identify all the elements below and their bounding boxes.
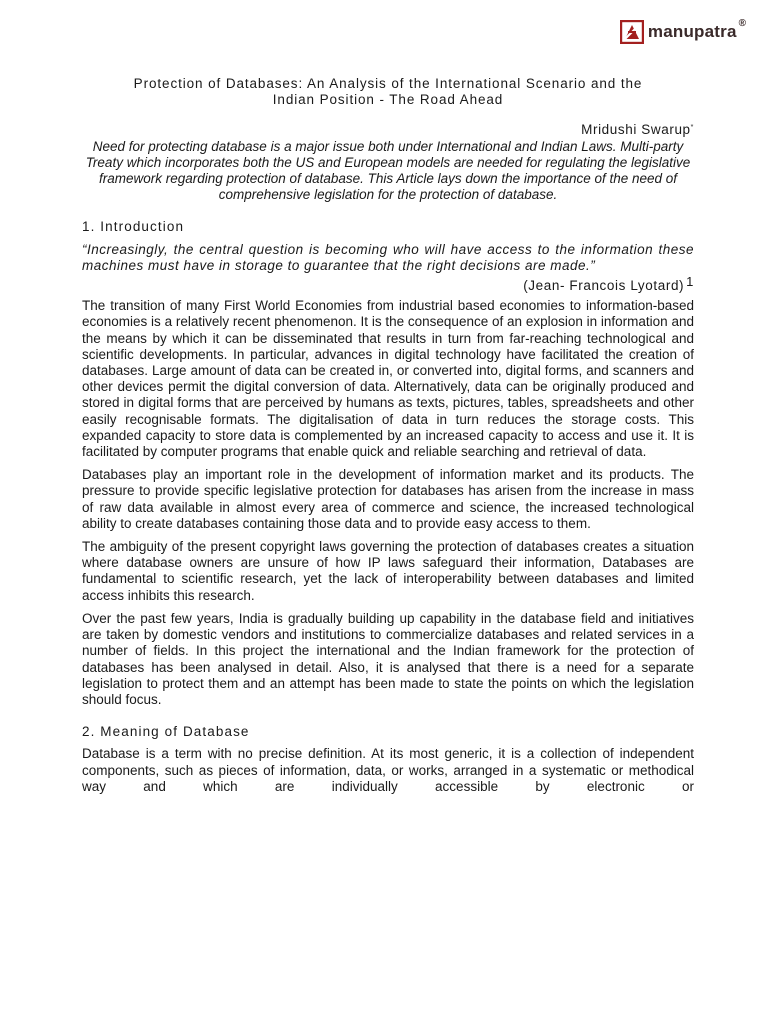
intro-paragraph-1: The transition of many First World Economies from industrial based economies to information-based economies is a relatively recent phenomenon. It is the consequence of an explosion in information and the means by which it can be disseminated that results in turn from far-reaching technological and scientific developments. In particular, advances in digital technology have facilitated the creation of databases. Large amount of data can be created in, or converted into, digital forms, and scanners and other devices permit the digital conversion of data. Alternatively, data can be originally produced and stored in digital forms that are perceived by humans as texts, pictures, tables, spreadsheets and other easily recognisable formats. The digitalisation of data in turn reduces the storage costs. This expanded capacity to store data is complemented by an increased capacity to access and use it. It is facilitated by computer programs that enable quick and reliable searching and retrieval of data. xyxy=(82,298,694,460)
section-2-heading: 2. Meaning of Database xyxy=(82,724,250,740)
manupatra-logo-icon xyxy=(620,20,644,44)
author-footnote-mark: * xyxy=(690,124,694,132)
logo-text: manupatra xyxy=(647,22,737,41)
intro-paragraph-3: The ambiguity of the present copyright laws governing the protection of databases creates a situation where database owners are unsure of how IP laws safeguard their information, Databases are fundamental to scientific research, yet the lack of interoperability between databases and limited access inhibits this research. xyxy=(82,539,694,603)
intro-paragraph-2: Databases play an important role in the development of information market and its products. The pressure to provide specific legislative protection for databases has arisen from the increase in mass of raw data available in almost every area of commerce and science, the increased technological ability to create databases containing those data and to provide easy access to them. xyxy=(82,467,694,531)
section-1-heading: 1. Introduction xyxy=(82,219,185,235)
abstract: Need for protecting database is a major issue both under International and Indian Laws. Multi-party Treaty which incorporates both the US and European models are needed for regulating the legislative framework regarding protection of database. This Article lays down the importance of the need of comprehensive legislation for the protection of database. xyxy=(85,138,691,203)
author-name: Mridushi Swarup xyxy=(581,122,691,138)
title-line-1: Protection of Databases: An Analysis of the International Scenario and the xyxy=(133,76,643,91)
intro-paragraph-4: Over the past few years, India is gradually building up capability in the database field and initiatives are taken by domestic vendors and institutions to commercialize databases and related services in a number of fields. In this project the international and the Indian framework for the protection of databases has been analysed in detail. Also, it is analysed that there is a need for a separate legislation to protect them and an attempt has been made to state the points on which the legislation should focus. xyxy=(82,610,694,707)
registered-mark: ® xyxy=(738,17,746,29)
title-line-2: Indian Position - The Road Ahead xyxy=(272,92,504,108)
footnote-ref-1: 1 xyxy=(686,274,694,290)
quote-attribution xyxy=(82,274,694,294)
quote-author: (Jean- Francois Lyotard) xyxy=(523,278,685,294)
article-title xyxy=(82,76,694,108)
article-body xyxy=(82,76,694,802)
intro-quote: “Increasingly, the central question is becoming who will have access to the information these machines must have in storage to guarantee that the right decisions are made.” xyxy=(82,241,694,273)
database-definition-paragraph: Database is a term with no precise definition. At its most generic, it is a collection of independent components, such as pieces of information, data, or works, arranged in a systematic or methodical way and which are individually accessible by electronic or xyxy=(82,746,694,794)
manupatra-logo xyxy=(620,17,746,44)
author-line xyxy=(82,122,694,138)
